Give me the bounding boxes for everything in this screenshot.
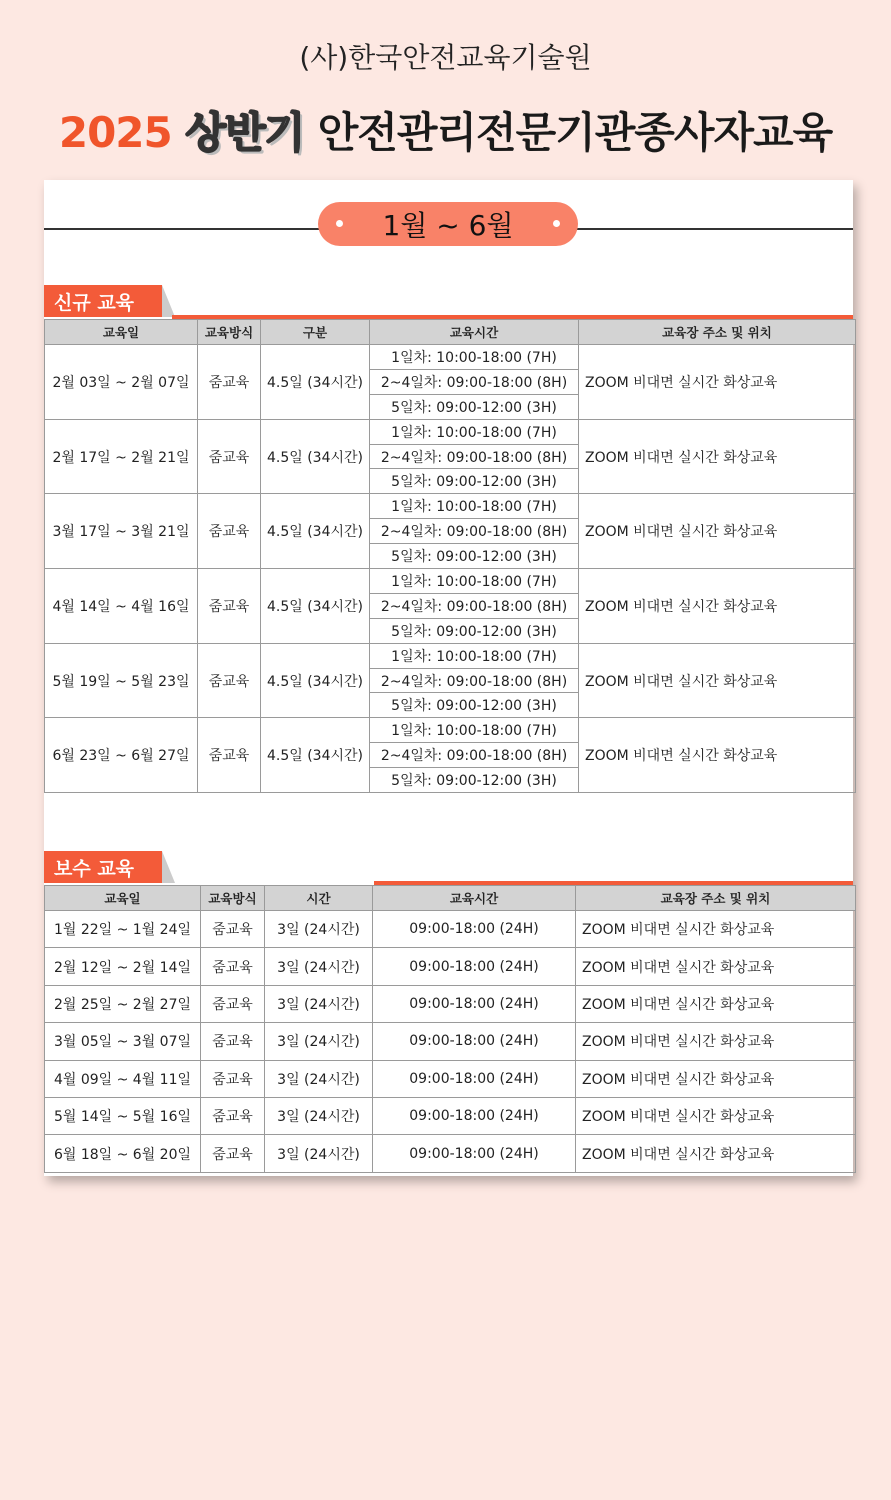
bullet-dot-icon xyxy=(553,220,560,227)
session-time-cell: 2~4일차: 09:00-18:00 (8H) xyxy=(370,519,579,544)
session-time-cell: 2~4일차: 09:00-18:00 (8H) xyxy=(370,444,579,469)
location-cell: ZOOM 비대면 실시간 화상교육 xyxy=(576,985,856,1022)
course-date-cell: 2월 03일 ~ 2월 07일 xyxy=(45,345,198,420)
table-row xyxy=(45,985,856,1022)
location-cell: ZOOM 비대면 실시간 화상교육 xyxy=(576,1135,856,1172)
type-cell: 4.5일 (34시간) xyxy=(261,643,370,718)
location-cell: ZOOM 비대면 실시간 화상교육 xyxy=(579,419,856,494)
session-time-cell: 1일차: 10:00-18:00 (7H) xyxy=(370,419,579,444)
method-cell: 줌교육 xyxy=(201,985,265,1022)
session-time-cell: 1일차: 10:00-18:00 (7H) xyxy=(370,643,579,668)
session-time-cell: 2~4일차: 09:00-18:00 (8H) xyxy=(370,593,579,618)
course-date-cell: 2월 25일 ~ 2월 27일 xyxy=(45,985,201,1022)
column-header: 구분 xyxy=(261,320,370,345)
method-cell: 줌교육 xyxy=(201,1023,265,1060)
session-time-cell: 1일차: 10:00-18:00 (7H) xyxy=(370,345,579,370)
session-time-cell: 5일차: 09:00-12:00 (3H) xyxy=(370,768,579,793)
method-cell: 줌교육 xyxy=(201,948,265,985)
period-label: 1월 ~ 6월 xyxy=(382,209,514,242)
table-row xyxy=(45,1023,856,1060)
method-cell: 줌교육 xyxy=(198,494,261,569)
location-cell: ZOOM 비대면 실시간 화상교육 xyxy=(579,494,856,569)
course-date-cell: 1월 22일 ~ 1월 24일 xyxy=(45,911,201,948)
hours-cell: 3일 (24시간) xyxy=(265,948,373,985)
column-header: 교육일 xyxy=(45,320,198,345)
course-date-cell: 4월 14일 ~ 4월 16일 xyxy=(45,569,198,644)
time-cell: 09:00-18:00 (24H) xyxy=(373,1097,576,1134)
session-time-cell: 5일차: 09:00-12:00 (3H) xyxy=(370,618,579,643)
hours-cell: 3일 (24시간) xyxy=(265,1023,373,1060)
method-cell: 줌교육 xyxy=(198,345,261,420)
table-row xyxy=(45,419,856,444)
location-cell: ZOOM 비대면 실시간 화상교육 xyxy=(576,911,856,948)
page-title xyxy=(0,100,891,160)
type-cell: 4.5일 (34시간) xyxy=(261,345,370,420)
course-date-cell: 3월 05일 ~ 3월 07일 xyxy=(45,1023,201,1060)
location-cell: ZOOM 비대면 실시간 화상교육 xyxy=(579,569,856,644)
title-main: 안전관리전문기관종사자교육 xyxy=(317,108,833,157)
time-cell: 09:00-18:00 (24H) xyxy=(373,911,576,948)
table-row xyxy=(45,718,856,743)
course-date-cell: 6월 23일 ~ 6월 27일 xyxy=(45,718,198,793)
session-time-cell: 2~4일차: 09:00-18:00 (8H) xyxy=(370,668,579,693)
table-row xyxy=(45,911,856,948)
column-header: 교육방식 xyxy=(198,320,261,345)
column-header: 교육시간 xyxy=(373,886,576,911)
table-header-row xyxy=(45,886,856,911)
time-cell: 09:00-18:00 (24H) xyxy=(373,948,576,985)
method-cell: 줌교육 xyxy=(201,1060,265,1097)
bullet-dot-icon xyxy=(336,220,343,227)
location-cell: ZOOM 비대면 실시간 화상교육 xyxy=(576,1097,856,1134)
session-time-cell: 1일차: 10:00-18:00 (7H) xyxy=(370,494,579,519)
table-row xyxy=(45,948,856,985)
new-education-table xyxy=(44,319,856,793)
column-header: 교육일 xyxy=(45,886,201,911)
course-date-cell: 2월 17일 ~ 2월 21일 xyxy=(45,419,198,494)
time-cell: 09:00-18:00 (24H) xyxy=(373,1060,576,1097)
hours-cell: 3일 (24시간) xyxy=(265,1135,373,1172)
table-row xyxy=(45,1097,856,1134)
course-date-cell: 4월 09일 ~ 4월 11일 xyxy=(45,1060,201,1097)
method-cell: 줌교육 xyxy=(198,569,261,644)
time-cell: 09:00-18:00 (24H) xyxy=(373,985,576,1022)
title-year: 2025 xyxy=(58,108,172,157)
title-half: 상반기 xyxy=(185,108,305,157)
course-date-cell: 5월 14일 ~ 5월 16일 xyxy=(45,1097,201,1134)
column-header: 교육장 주소 및 위치 xyxy=(579,320,856,345)
hours-cell: 3일 (24시간) xyxy=(265,1097,373,1134)
refresher-education-table xyxy=(44,885,856,1173)
hours-cell: 3일 (24시간) xyxy=(265,911,373,948)
time-cell: 09:00-18:00 (24H) xyxy=(373,1023,576,1060)
method-cell: 줌교육 xyxy=(201,1097,265,1134)
new-education-tab: 신규 교육 xyxy=(44,285,162,317)
course-date-cell: 2월 12일 ~ 2월 14일 xyxy=(45,948,201,985)
type-cell: 4.5일 (34시간) xyxy=(261,494,370,569)
type-cell: 4.5일 (34시간) xyxy=(261,569,370,644)
table-row xyxy=(45,345,856,370)
session-time-cell: 1일차: 10:00-18:00 (7H) xyxy=(370,569,579,594)
column-header: 교육방식 xyxy=(201,886,265,911)
method-cell: 줌교육 xyxy=(198,718,261,793)
type-cell: 4.5일 (34시간) xyxy=(261,419,370,494)
table-row xyxy=(45,569,856,594)
location-cell: ZOOM 비대면 실시간 화상교육 xyxy=(576,1060,856,1097)
table-row xyxy=(45,1135,856,1172)
hours-cell: 3일 (24시간) xyxy=(265,1060,373,1097)
course-date-cell: 3월 17일 ~ 3월 21일 xyxy=(45,494,198,569)
location-cell: ZOOM 비대면 실시간 화상교육 xyxy=(576,1023,856,1060)
table-row xyxy=(45,1060,856,1097)
time-cell: 09:00-18:00 (24H) xyxy=(373,1135,576,1172)
column-header: 교육장 주소 및 위치 xyxy=(576,886,856,911)
session-time-cell: 2~4일차: 09:00-18:00 (8H) xyxy=(370,743,579,768)
table-header-row xyxy=(45,320,856,345)
course-date-cell: 6월 18일 ~ 6월 20일 xyxy=(45,1135,201,1172)
method-cell: 줌교육 xyxy=(201,1135,265,1172)
location-cell: ZOOM 비대면 실시간 화상교육 xyxy=(579,718,856,793)
period-badge xyxy=(318,202,578,246)
location-cell: ZOOM 비대면 실시간 화상교육 xyxy=(579,643,856,718)
session-time-cell: 5일차: 09:00-12:00 (3H) xyxy=(370,394,579,419)
course-date-cell: 5월 19일 ~ 5월 23일 xyxy=(45,643,198,718)
organization-name: (사)한국안전교육기술원 xyxy=(299,41,592,74)
session-time-cell: 5일차: 09:00-12:00 (3H) xyxy=(370,544,579,569)
schedule-card xyxy=(44,180,853,1176)
table-row xyxy=(45,494,856,519)
hours-cell: 3일 (24시간) xyxy=(265,985,373,1022)
session-time-cell: 5일차: 09:00-12:00 (3H) xyxy=(370,693,579,718)
type-cell: 4.5일 (34시간) xyxy=(261,718,370,793)
session-time-cell: 2~4일차: 09:00-18:00 (8H) xyxy=(370,369,579,394)
location-cell: ZOOM 비대면 실시간 화상교육 xyxy=(576,948,856,985)
location-cell: ZOOM 비대면 실시간 화상교육 xyxy=(579,345,856,420)
refresher-education-tab: 보수 교육 xyxy=(44,851,162,883)
method-cell: 줌교육 xyxy=(198,419,261,494)
table-row xyxy=(45,643,856,668)
column-header: 시간 xyxy=(265,886,373,911)
session-time-cell: 5일차: 09:00-12:00 (3H) xyxy=(370,469,579,494)
column-header: 교육시간 xyxy=(370,320,579,345)
method-cell: 줌교육 xyxy=(198,643,261,718)
session-time-cell: 1일차: 10:00-18:00 (7H) xyxy=(370,718,579,743)
method-cell: 줌교육 xyxy=(201,911,265,948)
